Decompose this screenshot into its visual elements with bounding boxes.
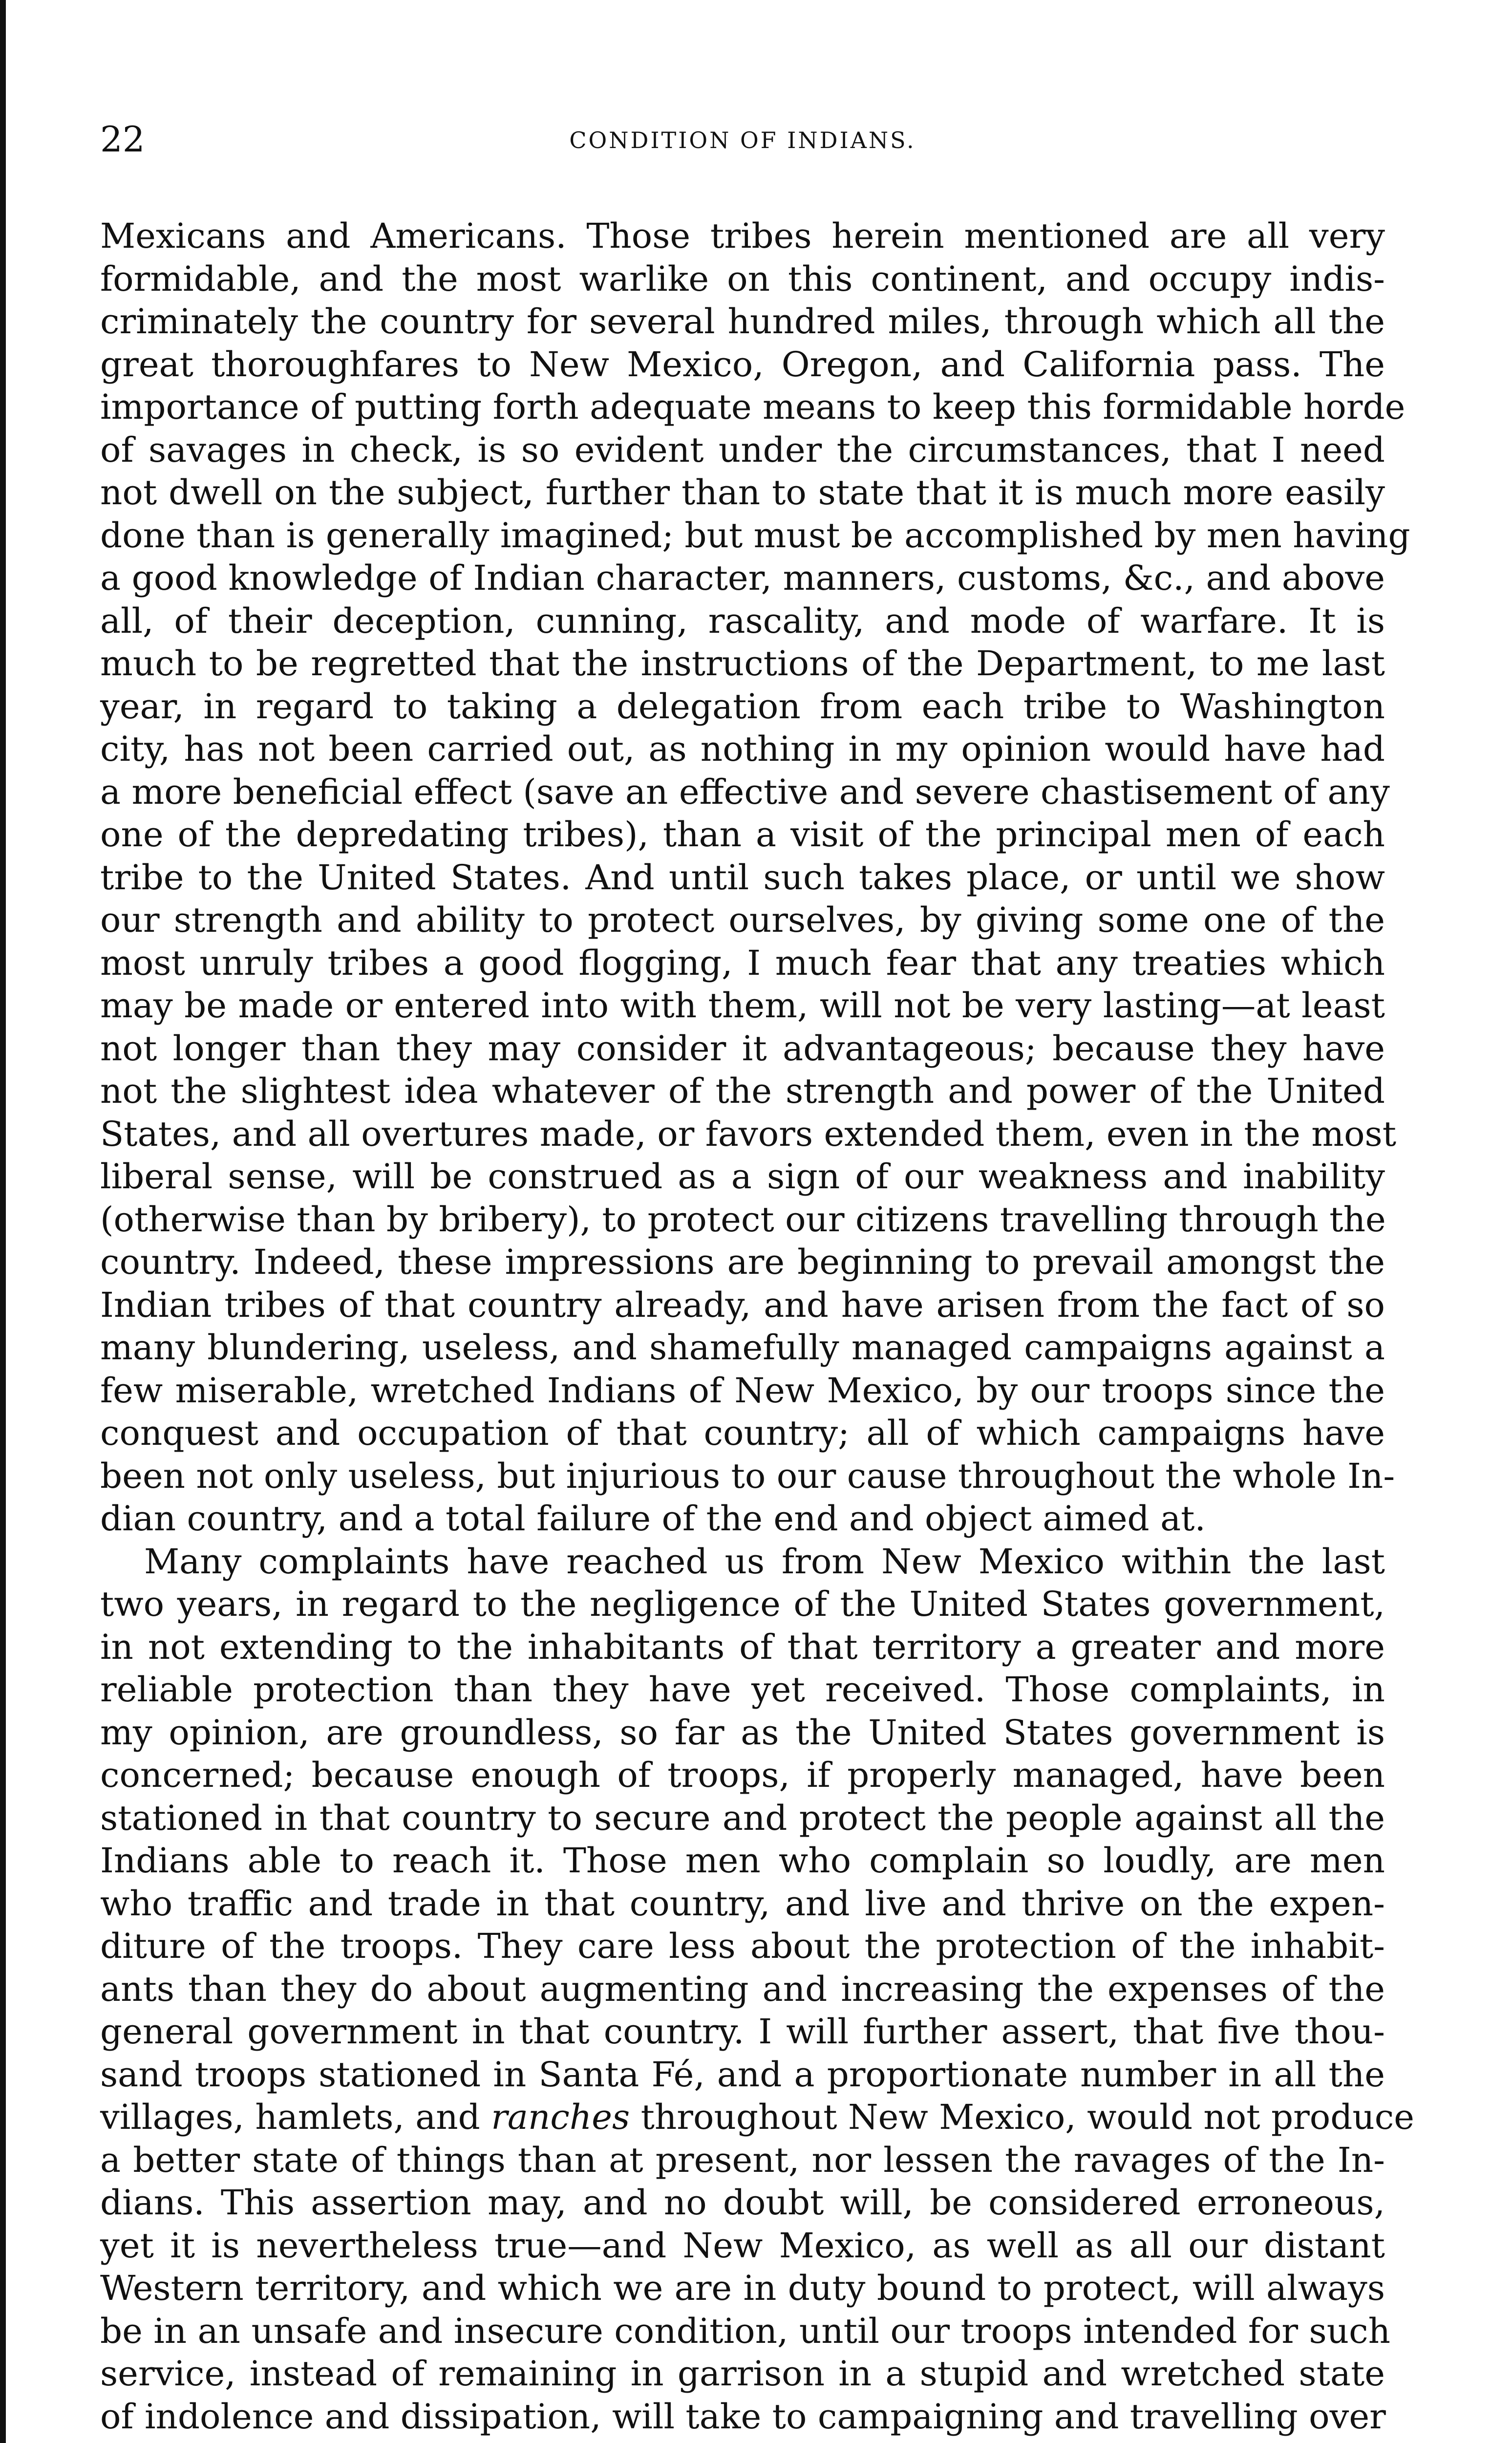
text-line: year, in regard to taking a delegation from each tribe to Washington [100,686,1385,727]
text-line: reliable protection than they have yet received. Those complaints, in [100,1670,1385,1710]
text-line: my opinion, are groundless, so far as the United States government is [100,1712,1385,1753]
text-line: stationed in that country to secure and protect the people against all the [100,1798,1385,1838]
text-line: may be made or entered into with them, will not be very lasting—at least [100,986,1385,1026]
text-line: much to be regretted that the instructions of the Department, to me last [100,643,1385,684]
text-line: of indolence and dissipation, will take to campaigning and travelling over [100,2396,1386,2437]
text-line: tribe to the United States. And until such takes place, or until we show [100,857,1385,898]
header-title: CONDITION OF INDIANS. [569,127,916,153]
text-line: be in an unsafe and insecure condition, until our troops intended for such [100,2311,1390,2351]
text-line: done than is generally imagined; but must be accomplished by men having [100,515,1410,556]
italic-word: ranches [491,2097,630,2137]
text-line: not dwell on the subject, further than to state that it is much more easily [100,472,1385,513]
text-line: Mexicans and Americans. Those tribes herein mentioned are all very [100,216,1385,256]
text-line: been not only useless, but injurious to our cause throughout the whole In- [100,1456,1395,1496]
text-line: service, instead of remaining in garrison in a stupid and wretched state [100,2354,1385,2394]
text-line: Indian tribes of that country already, and have arisen from the fact of so [100,1285,1385,1325]
text-line: not the slightest idea whatever of the strength and power of the United [100,1071,1385,1111]
text-line: dian country, and a total failure of the end and object aimed at. [100,1499,1206,1539]
text-line: formidable, and the most warlike on this continent, and occupy indis- [100,258,1385,299]
page-number: 22 [100,119,145,160]
text-line: great thoroughfares to New Mexico, Oregon, and California pass. The [100,344,1385,385]
text-line: Many complaints have reached us from New Mexico within the last [144,1541,1385,1582]
text-line: not longer than they may consider it advantageous; because they have [100,1028,1385,1069]
running-head [100,117,1385,171]
body-text [100,215,1414,2438]
text-line: Indians able to reach it. Those men who complain so loudly, are men [100,1841,1385,1881]
scan-edge-left [0,0,6,2443]
text-line: criminately the country for several hundred miles, through which all the [100,301,1385,342]
text-line: most unruly tribes a good flogging, I much fear that any treaties which [100,943,1385,983]
text-line: dians. This assertion may, and no doubt will, be considered erroneous, [100,2183,1385,2223]
text-line: Western territory, and which we are in duty bound to protect, will always [100,2268,1385,2308]
text-line: all, of their deception, cunning, rascality, and mode of warfare. It is [100,600,1385,641]
paragraph [100,1541,1414,2439]
text-line: a better state of things than at present, nor lessen the ravages of the In- [100,2140,1385,2180]
text-line [100,2096,1414,2139]
text-line: general government in that country. I will further assert, that five thou- [100,2012,1385,2052]
paragraph [100,215,1410,1541]
text-line: sand troops stationed in Santa Fé, and a proportionate number in all the [100,2054,1385,2095]
text-fragment: throughout New Mexico, would not produce [630,2097,1414,2137]
text-line: our strength and ability to protect ourselves, by giving some one of the [100,900,1385,940]
text-line: States, and all overtures made, or favors extended them, even in the most [100,1114,1397,1154]
text-line: of savages in check, is so evident under the circumstances, that I need [100,429,1385,470]
text-fragment: villages, hamlets, and [100,2097,491,2137]
text-line: liberal sense, will be construed as a sign of our weakness and inability [100,1157,1385,1197]
text-line: ants than they do about augmenting and increasing the expenses of the [100,1969,1385,2009]
text-line: conquest and occupation of that country; all of which campaigns have [100,1413,1385,1453]
text-line: in not extending to the inhabitants of that territory a greater and more [100,1627,1385,1667]
text-line: many blundering, useless, and shamefully managed campaigns against a [100,1328,1385,1368]
text-line: a more beneficial effect (save an effective and severe chastisement of any [100,771,1390,812]
text-line: diture of the troops. They care less about the protection of the inhabit- [100,1926,1385,1966]
text-line: few miserable, wretched Indians of New Mexico, by our troops since the [100,1370,1385,1411]
text-line: concerned; because enough of troops, if properly managed, have been [100,1755,1385,1795]
text-line: a good knowledge of Indian character, manners, customs, &c., and above [100,558,1385,598]
text-line: (otherwise than by bribery), to protect our citizens travelling through the [100,1199,1386,1240]
text-line: two years, in regard to the negligence of the United States government, [100,1584,1385,1624]
text-line: importance of putting forth adequate means to keep this formidable horde [100,387,1406,427]
text-line: city, has not been carried out, as nothing in my opinion would have had [100,729,1385,769]
text-line: who traffic and trade in that country, and live and thrive on the expen- [100,1883,1385,1924]
text-line: country. Indeed, these impressions are beginning to prevail amongst the [100,1242,1385,1282]
text-line: yet it is nevertheless true—and New Mexico, as well as all our distant [100,2225,1385,2266]
text-line: one of the depredating tribes), than a visit of the principal men of each [100,814,1385,855]
